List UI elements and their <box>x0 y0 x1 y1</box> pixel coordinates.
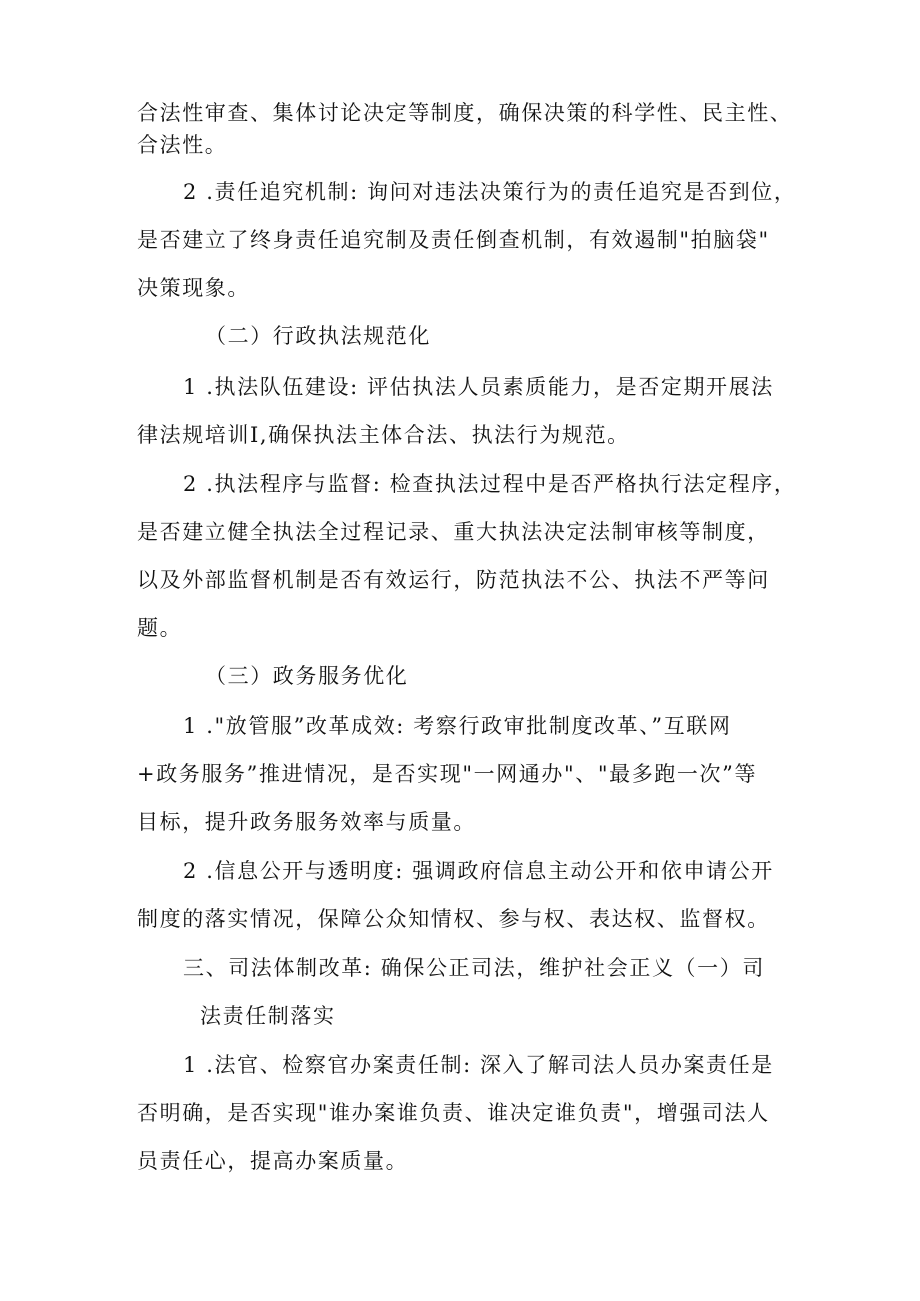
section-heading: 法责任制落实 <box>200 1004 336 1028</box>
text-line: 是否建立了终身责任追究制及责任倒查机制，有效遏制"拍脑袋" <box>137 228 770 252</box>
list-item: 2 .责任追究机制: 询问对违法决策行为的责任追究是否到位， <box>183 180 797 204</box>
list-item: 1 ."放管服”改革成效: 考察行政审批制度改革、”互联网 <box>183 714 732 738</box>
text-line: 是否建立健全执法全过程记录、重大执法决定法制审核等制度， <box>137 520 770 544</box>
text-line: 题。 <box>137 616 183 640</box>
text-line: 员责任心，提高办案质量。 <box>137 1149 409 1173</box>
section-heading: 三、司法体制改革: 确保公正司法，维护社会正义（一）司 <box>183 956 765 980</box>
text-line: +政务服务”推进情况，是否实现"一网通办"、"最多跑一次”等 <box>137 762 758 786</box>
section-heading: （二）行政执法规范化 <box>205 324 431 348</box>
text-line: 否明确，是否实现"谁办案谁负责、谁决定谁负责"，增强司法人 <box>137 1101 770 1125</box>
text-line: 合法性。 <box>137 133 228 157</box>
list-item: 1 .法官、检察官办案责任制: 深入了解司法人员办案责任是 <box>183 1053 774 1077</box>
text-line: 决策现象。 <box>137 276 250 300</box>
text-line: 目标，提升政务服务效率与质量。 <box>137 810 476 834</box>
text-line: 律法规培训I,确保执法主体合法、执法行为规范。 <box>137 423 630 447</box>
text-line: 制度的落实情况，保障公众知情权、参与权、表达权、监督权。 <box>137 907 770 931</box>
section-heading: （三）政务服务优化 <box>205 664 409 688</box>
text-line: 合法性审查、集体讨论决定等制度，确保决策的科学性、民主性、 <box>137 101 793 125</box>
list-item: 2 .信息公开与透明度: 强调政府信息主动公开和依申请公开 <box>183 859 774 883</box>
text-line: 以及外部监督机制是否有效运行，防范执法不公、执法不严等问 <box>137 568 770 592</box>
list-item: 2 .执法程序与监督: 检查执法过程中是否严格执行法定程序， <box>183 472 797 496</box>
list-item: 1 .执法队伍建设: 评估执法人员素质能力，是否定期开展法 <box>183 375 774 399</box>
